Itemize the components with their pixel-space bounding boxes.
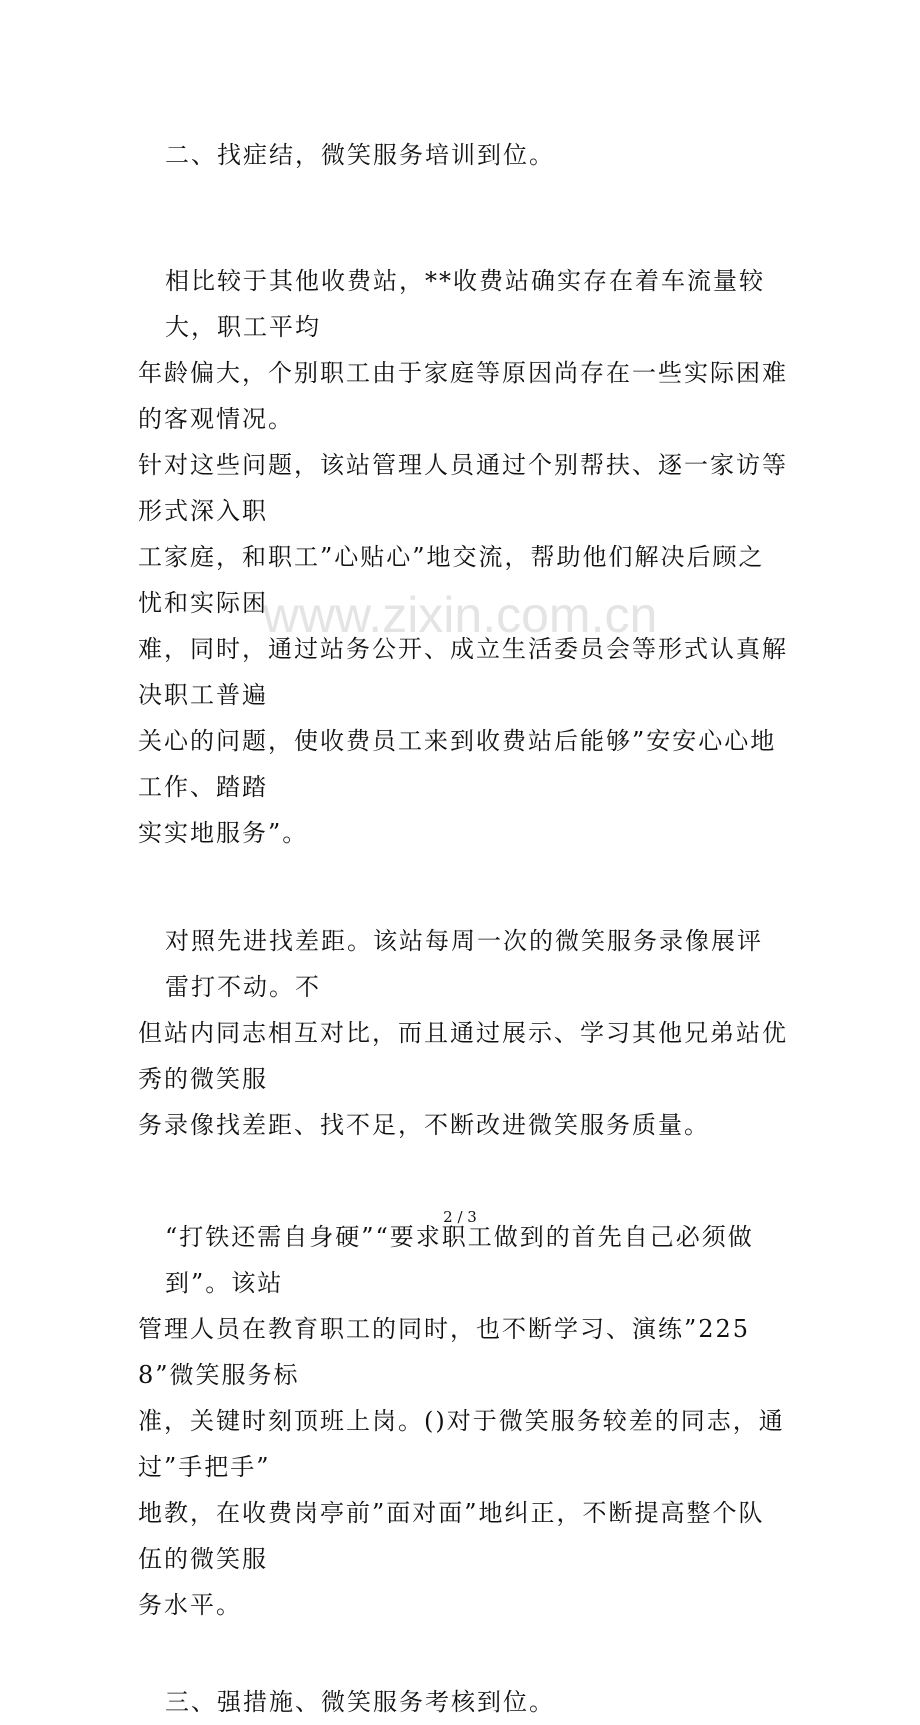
section-heading-2: 二、找症结，微笑服务培训到位。	[165, 141, 555, 169]
text-line: 年龄偏大，个别职工由于家庭等原因尚存在一些实际困难的客观情况。	[138, 359, 788, 433]
text-line: 地教，在收费岗亭前”面对面”地纠正，不断提高整个队伍的微笑服	[138, 1499, 765, 1573]
paragraph-2	[138, 918, 788, 1148]
text-line: 相比较于其他收费站，**收费站确实存在着车流量较大，职工平均	[165, 267, 765, 341]
section-heading-3: 三、强措施、微笑服务考核到位。	[165, 1688, 555, 1716]
page-number: 2 / 3	[443, 1208, 477, 1226]
paragraph-3	[138, 1214, 788, 1628]
text-line: 管理人员在教育职工的同时，也不断学习、演练”2258”微笑服务标	[138, 1315, 751, 1389]
text-line: 但站内同志相互对比，而且通过展示、学习其他兄弟站优秀的微笑服	[138, 1019, 788, 1093]
text-line: 实实地服务”。	[138, 819, 309, 847]
text-line: 务水平。	[138, 1591, 242, 1619]
text-line: 工家庭，和职工”心贴心”地交流，帮助他们解决后顾之忧和实际困	[138, 543, 765, 617]
text-line: 针对这些问题，该站管理人员通过个别帮扶、逐一家访等形式深入职	[138, 451, 788, 525]
text-line: 对照先进找差距。该站每周一次的微笑服务录像展评雷打不动。不	[165, 927, 763, 1001]
document-body	[138, 132, 788, 1725]
text-line: “打铁还需自身硬”“要求职工做到的首先自己必须做到”。该站	[165, 1223, 754, 1297]
paragraph-1	[138, 258, 788, 856]
text-line: 关心的问题，使收费员工来到收费站后能够”安安心心地工作、踏踏	[138, 727, 777, 801]
watermark: www.zixin.com.cn	[262, 587, 658, 643]
text-line: 准，关键时刻顶班上岗。()对于微笑服务较差的同志，通过”手把手”	[138, 1407, 785, 1481]
text-line: 务录像找差距、找不足，不断改进微笑服务质量。	[138, 1111, 710, 1139]
text-line: 难，同时，通过站务公开、成立生活委员会等形式认真解决职工普遍	[138, 635, 788, 709]
